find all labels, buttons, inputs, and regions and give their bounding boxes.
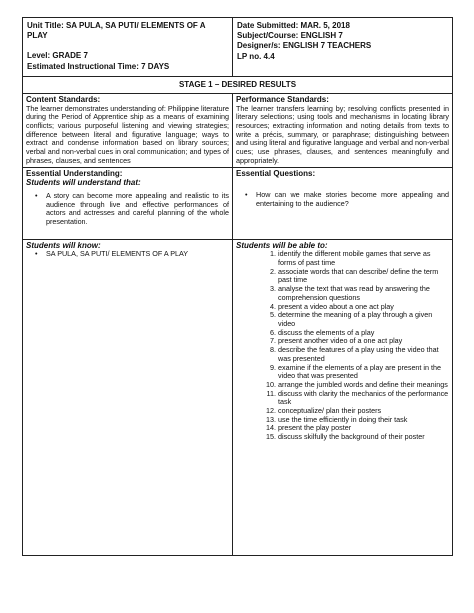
list-item: 10. arrange the jumbled words and define their meanings (278, 381, 449, 390)
grade-level: Level: GRADE 7 (27, 51, 88, 61)
list-item: 8. describe the features of a play using the video that was presented (278, 346, 449, 363)
students-will-know-cell (23, 239, 233, 555)
unit-title: Unit Title: SA PULA, SA PUTI/ ELEMENTS OF A PLAY (27, 21, 206, 41)
content-standards-title: Content Standards: (26, 94, 101, 104)
list-item: 4. present a video about a one act play (278, 303, 449, 312)
list-item: 5. determine the meaning of a play through a given video (278, 311, 449, 328)
list-item: 1. identify the different mobile games that serve as forms of past time (278, 250, 449, 267)
stage-row (23, 76, 453, 93)
date-submitted: Date Submitted: MAR. 5, 2018 (237, 21, 350, 30)
essential-understanding-subtitle: Students will understand that: (26, 178, 141, 188)
essential-questions-list (236, 191, 449, 208)
list-item: 15. discuss skilfully the background of their poster (278, 433, 449, 442)
lesson-plan-table (22, 17, 453, 556)
instructional-time: Estimated Instructional Time: 7 DAYS (27, 61, 170, 71)
list-item: 7. present another video of a one act play (278, 337, 449, 346)
students-will-know-list (26, 250, 229, 259)
list-item: 12. conceptualize/ plan their posters (278, 407, 449, 416)
essential-questions-cell (233, 168, 453, 239)
list-item: 2. associate words that can describe/ define the term past time (278, 268, 449, 285)
list-item: 9. examine if the elements of a play are present in the video that was presented (278, 364, 449, 381)
essential-understanding-cell (23, 168, 233, 239)
essential-understanding-list (26, 192, 229, 227)
know-able-row (23, 239, 453, 555)
designers: Designer/s: ENGLISH 7 TEACHERS (237, 41, 372, 51)
lesson-plan-page (22, 17, 452, 556)
essential-questions-title: Essential Questions: (236, 169, 316, 179)
subject-course: Subject/Course: ENGLISH 7 (237, 31, 343, 41)
header-right-cell (233, 18, 453, 77)
content-standards-text: The learner demonstrates understanding of: Philippine literature during the Period of Apprentice ship as a means of examining conflicts; various purposeful listening and viewing strategies; difference between literal and figurative language; ways to extract and condense information based on library sources; verbal and non-verbal cues in oral communication; and types of phrases, clauses, and sentences (26, 103, 229, 165)
list-item: 11. discuss with clarity the mechanics of the performance task (278, 390, 449, 407)
list-item: 13. use the time efficiently in doing their task (278, 416, 449, 425)
students-will-know-title: Students will know: (26, 240, 101, 250)
performance-standards-title: Performance Standards: (236, 94, 329, 104)
stage-title: STAGE 1 – DESIRED RESULTS (23, 76, 453, 93)
skills-list (236, 250, 449, 441)
header-row (23, 18, 453, 77)
list-item: • SA PULA, SA PUTI/ ELEMENTS OF A PLAY (46, 250, 229, 259)
students-will-be-able-title: Students will be able to: (236, 240, 328, 250)
content-standards-cell (23, 93, 233, 168)
list-item: • How can we make stories become more appealing and entertaining to the audience? (256, 191, 449, 208)
standards-row (23, 93, 453, 168)
essential-understanding-title: Essential Understanding: (26, 169, 123, 179)
list-item: • A story can become more appealing and realistic to its audience through live and effective performances of actors and actresses and careful planning of the whole presentation. (46, 192, 229, 227)
lp-number: LP no. 4.4 (237, 51, 275, 61)
header-left-cell (23, 18, 233, 77)
list-item: 14. present the play poster (278, 424, 449, 433)
essential-row (23, 168, 453, 239)
list-item: 6. discuss the elements of a play (278, 329, 449, 338)
students-will-be-able-cell (233, 239, 453, 555)
performance-standards-text: The learner transfers learning by; resolving conflicts presented in literary selections; using tools and mechanisms in locating library resources; extracting information and noting details from texts to write a précis, summary, or paraphrase; distinguishing between and using literal and figurative language and verbal and non-verbal cues; use phrases, clauses, and sentences meaningfully and appropriately. (236, 103, 449, 165)
list-item: 3. analyse the text that was read by answering the comprehension questions (278, 285, 449, 302)
performance-standards-cell (233, 93, 453, 168)
